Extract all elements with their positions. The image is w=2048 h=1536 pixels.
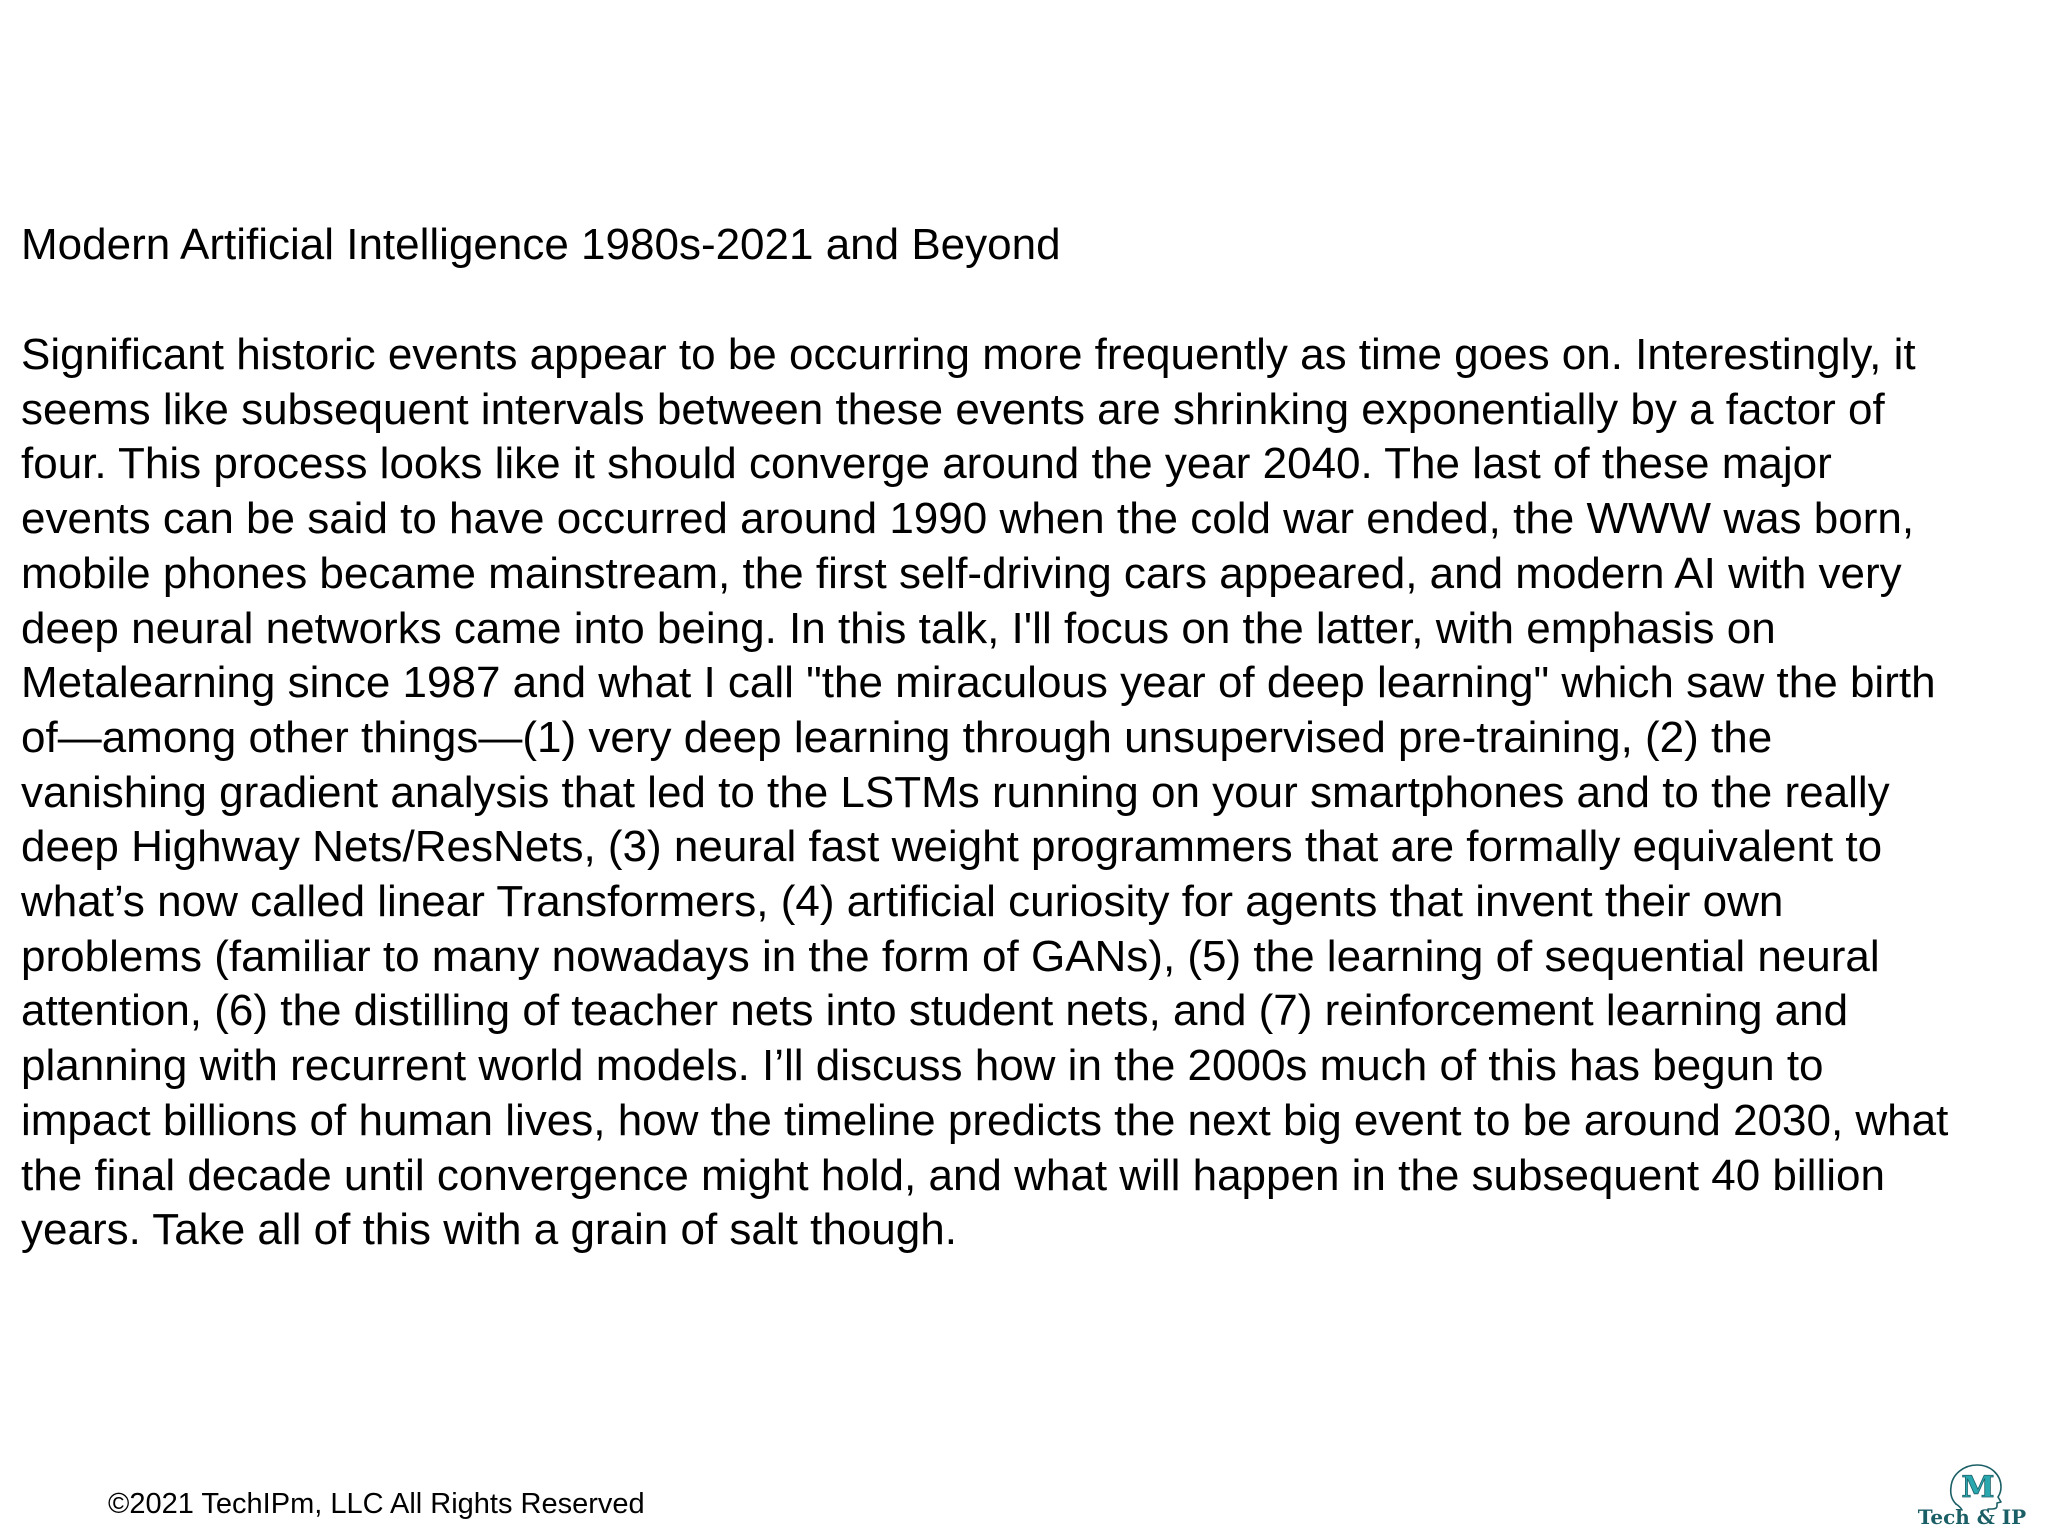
- abstract-line: Metalearning since 1987 and what I call "the miraculous year of deep learning" which saw the birth: [21, 658, 1936, 708]
- abstract-line: deep Highway Nets/ResNets, (3) neural fast weight programmers that are formally equivalent to: [21, 822, 1883, 872]
- abstract-line: events can be said to have occurred around 1990 when the cold war ended, the WWW was born,: [21, 494, 1915, 544]
- abstract-line: of—among other things—(1) very deep learning through unsupervised pre-training, (2) the: [21, 712, 1773, 762]
- abstract-paragraph: [21, 328, 2031, 1258]
- abstract-line: Significant historic events appear to be occurring more frequently as time goes on. Interestingly, it: [21, 330, 1916, 379]
- abstract-line: deep neural networks came into being. In this talk, I'll focus on the latter, with emphasis on: [21, 603, 1776, 653]
- abstract-line: problems (familiar to many nowadays in the form of GANs), (5) the learning of sequential neural: [21, 931, 1880, 981]
- abstract-line: what’s now called linear Transformers, (4) artificial curiosity for agents that invent their own: [21, 877, 1784, 927]
- abstract-line: years. Take all of this with a grain of salt though.: [21, 1205, 957, 1255]
- logo-monogram: M: [1961, 1470, 1995, 1505]
- abstract-line: the final decade until convergence might hold, and what will happen in the subsequent 40 billion: [21, 1150, 1885, 1200]
- abstract-line: vanishing gradient analysis that led to the LSTMs running on your smartphones and to the really: [21, 767, 1890, 817]
- abstract-line: impact billions of human lives, how the timeline predicts the next big event to be around 2030, what: [21, 1095, 1949, 1145]
- copyright-footer: ©2021 TechIPm, LLC All Rights Reserved: [108, 1488, 645, 1520]
- abstract-line: planning with recurrent world models. I’ll discuss how in the 2000s much of this has begun to: [21, 1041, 1824, 1091]
- abstract-line: four. This process looks like it should converge around the year 2040. The last of these major: [21, 439, 1832, 489]
- document-title: Modern Artificial Intelligence 1980s-2021 and Beyond: [21, 220, 1061, 269]
- abstract-line: seems like subsequent intervals between these events are shrinking exponentially by a factor of: [21, 384, 1885, 434]
- logo-text: Tech & IP: [1917, 1505, 2027, 1529]
- abstract-line: mobile phones became mainstream, the first self-driving cars appeared, and modern AI with very: [21, 548, 1902, 598]
- techip-logo: [1912, 1454, 2032, 1530]
- abstract-line: attention, (6) the distilling of teacher nets into student nets, and (7) reinforcement learning and: [21, 986, 1849, 1036]
